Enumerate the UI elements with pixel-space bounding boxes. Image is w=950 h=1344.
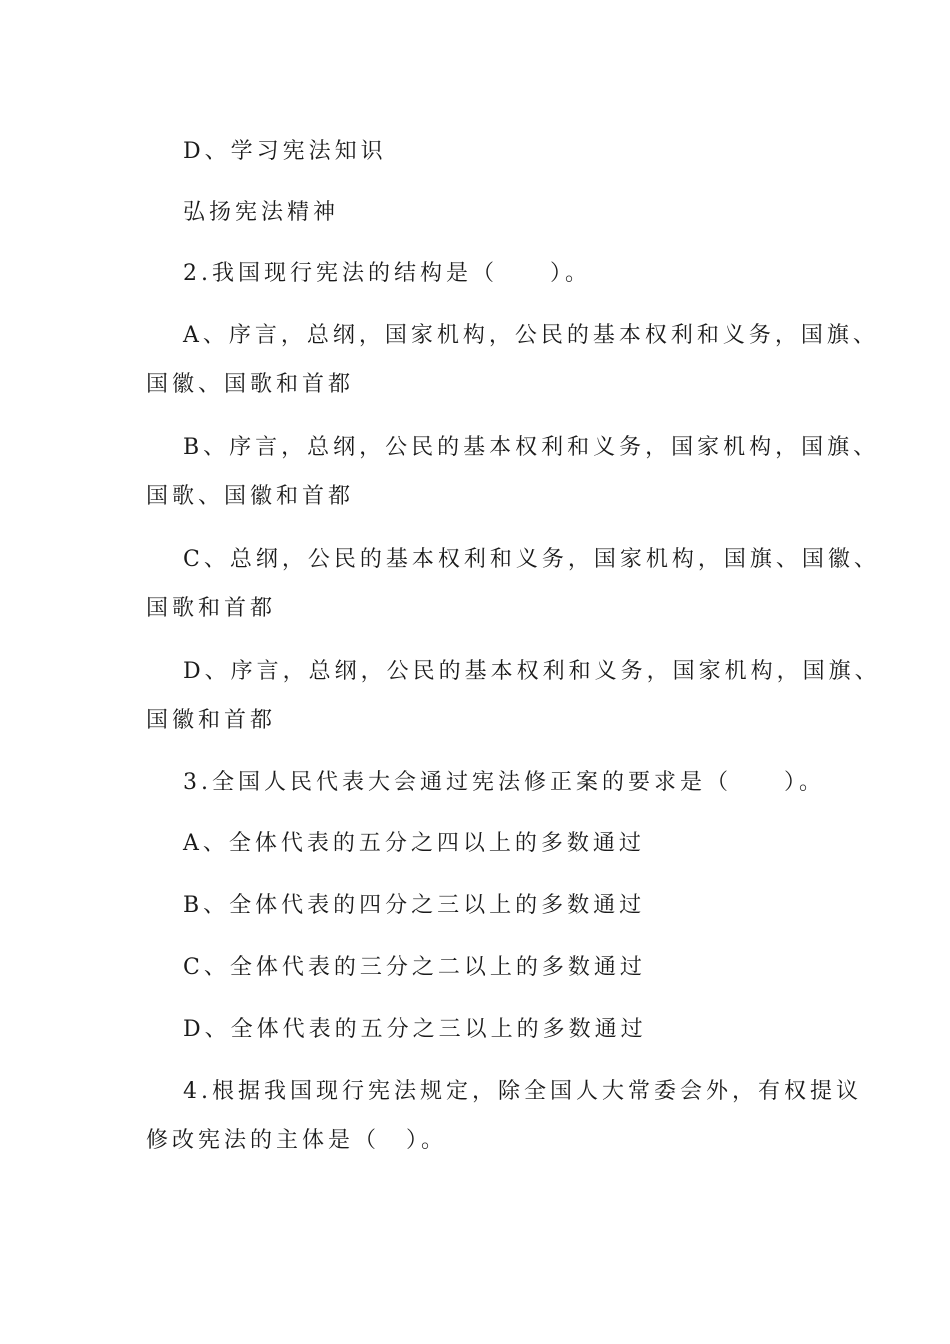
question-3: 3.全国人民代表大会通过宪法修正案的要求是（ ）。 xyxy=(183,770,825,795)
q3-option-b: B、全体代表的四分之三以上的多数通过 xyxy=(183,893,646,918)
q2-option-b-continuation: 国歌、国徽和首都 xyxy=(146,484,355,509)
q2-option-a: A、序言，总纲，国家机构，公民的基本权利和义务，国旗、 xyxy=(183,323,879,348)
q1-option-d-continuation: 弘扬宪法精神 xyxy=(183,200,340,225)
q2-option-d: D、序言，总纲，公民的基本权利和义务，国家机构，国旗、 xyxy=(183,659,881,684)
q1-option-d: D、学习宪法知识 xyxy=(183,139,387,164)
q2-option-d-continuation: 国徽和首都 xyxy=(146,708,277,733)
q3-option-a: A、全体代表的五分之四以上的多数通过 xyxy=(183,831,645,856)
question-4: 4.根据我国现行宪法规定，除全国人大常委会外，有权提议 xyxy=(183,1079,862,1104)
q3-option-d: D、全体代表的五分之三以上的多数通过 xyxy=(183,1017,647,1042)
question-2: 2.我国现行宪法的结构是（ ）。 xyxy=(183,261,591,286)
q2-option-c: C、总纲，公民的基本权利和义务，国家机构，国旗、国徽、 xyxy=(183,547,880,572)
q2-option-b: B、序言，总纲，公民的基本权利和义务，国家机构，国旗、 xyxy=(183,435,880,460)
q2-option-c-continuation: 国歌和首都 xyxy=(146,596,277,621)
question-4-continuation: 修改宪法的主体是（ ）。 xyxy=(146,1128,448,1153)
q3-option-c: C、全体代表的三分之二以上的多数通过 xyxy=(183,955,646,980)
q2-option-a-continuation: 国徽、国歌和首都 xyxy=(146,372,355,397)
